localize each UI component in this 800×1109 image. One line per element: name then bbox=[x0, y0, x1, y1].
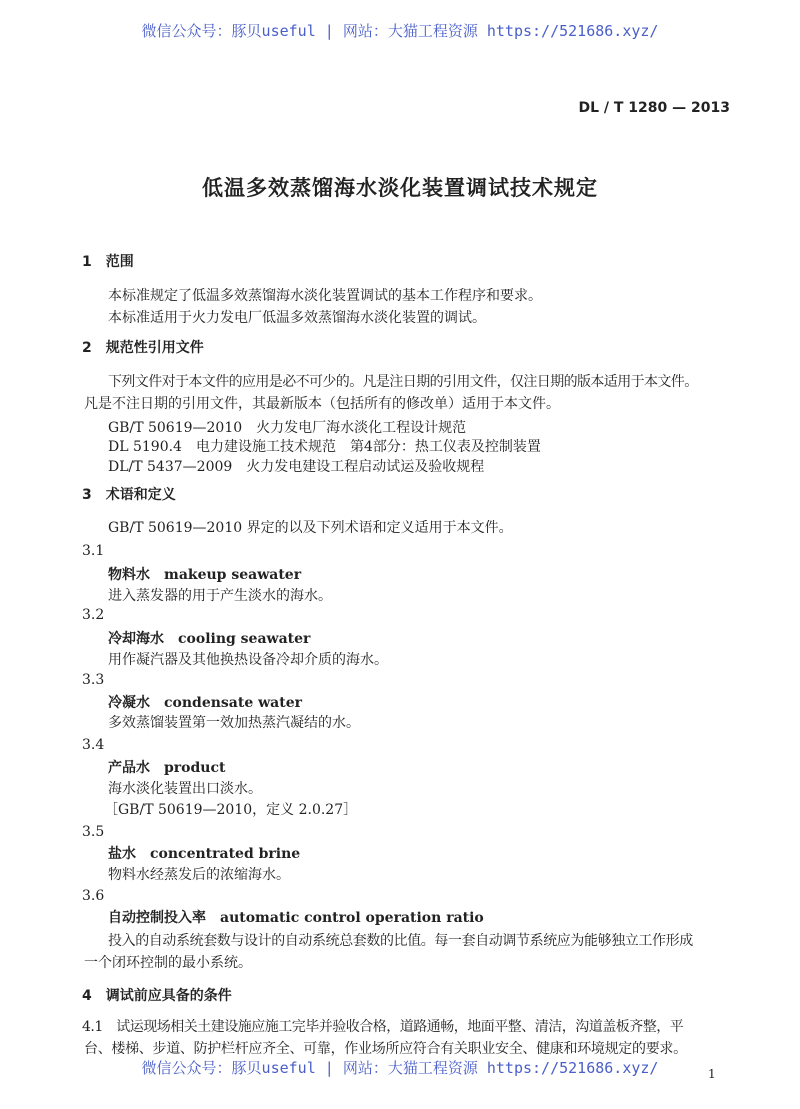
paragraph: GB/T 50619—2010 界定的以及下列术语和定义适用于本文件。 bbox=[108, 520, 513, 536]
clause: 4.1 试运现场相关土建设施应施工完毕并验收合格，道路通畅，地面平整、清洁，沟道盖板齐整，平 bbox=[82, 1019, 684, 1035]
reference-item: DL 5190.4 电力建设施工技术规范 第4部分：热工仪表及控制装置 bbox=[108, 439, 541, 455]
page-title: 低温多效蒸馏海水淡化装置调试技术规定 bbox=[202, 176, 598, 200]
term-definition: 进入蒸发器的用于产生淡水的海水。 bbox=[108, 588, 332, 604]
term-number: 3.2 bbox=[82, 607, 105, 623]
term-number: 3.5 bbox=[82, 824, 105, 840]
term-definition: 投入的自动系统套数与设计的自动系统总套数的比值。每一套自动调节系统应为能够独立工作形成 bbox=[108, 933, 693, 949]
term-definition: 海水淡化装置出口淡水。 bbox=[108, 781, 262, 797]
term-number: 3.1 bbox=[82, 543, 105, 559]
term-number: 3.3 bbox=[82, 672, 105, 688]
paragraph: 下列文件对于本文件的应用是必不可少的。凡是注日期的引用文件，仅注日期的版本适用于本文件。 bbox=[108, 374, 698, 390]
reference-item: DL/T 5437—2009 火力发电建设工程启动试运及验收规程 bbox=[108, 459, 485, 475]
term-title: 冷却海水 cooling seawater bbox=[108, 631, 311, 647]
term-definition: 用作凝汽器及其他换热设备冷却介质的海水。 bbox=[108, 652, 388, 668]
paragraph: 本标准规定了低温多效蒸馏海水淡化装置调试的基本工作程序和要求。 bbox=[108, 288, 542, 304]
paragraph: 凡是不注日期的引用文件，其最新版本（包括所有的修改单）适用于本文件。 bbox=[84, 396, 560, 412]
reference-item: GB/T 50619—2010 火力发电厂海水淡化工程设计规范 bbox=[108, 420, 467, 436]
term-title: 物料水 makeup seawater bbox=[108, 567, 302, 583]
section-4-heading: 4 调试前应具备的条件 bbox=[82, 988, 232, 1004]
term-title: 自动控制投入率 automatic control operation ratio bbox=[108, 910, 484, 926]
clause: 台、楼梯、步道、防护栏杆应齐全、可靠，作业场所应符合有关职业安全、健康和环境规定的要求。 bbox=[84, 1041, 687, 1057]
paragraph: 本标准适用于火力发电厂低温多效蒸馏海水淡化装置的调试。 bbox=[108, 310, 486, 326]
term-title: 盐水 concentrated brine bbox=[108, 846, 301, 862]
term-definition: 物料水经蒸发后的浓缩海水。 bbox=[108, 867, 290, 883]
term-source-note: ［GB/T 50619—2010，定义 2.0.27］ bbox=[104, 802, 358, 818]
watermark-bottom: 微信公众号：豚贝useful | 网站：大猫工程资源 https://521686.xyz/ bbox=[141, 1059, 659, 1077]
term-definition: 多效蒸馏装置第一效加热蒸汽凝结的水。 bbox=[108, 715, 360, 731]
term-title: 冷凝水 condensate water bbox=[108, 695, 302, 711]
term-definition: 一个闭环控制的最小系统。 bbox=[84, 955, 252, 971]
section-1-heading: 1 范围 bbox=[82, 254, 134, 270]
section-2-heading: 2 规范性引用文件 bbox=[82, 340, 204, 356]
page-number: 1 bbox=[708, 1067, 716, 1081]
term-title: 产品水 product bbox=[108, 760, 226, 776]
watermark-top: 微信公众号：豚贝useful | 网站：大猫工程资源 https://521686.xyz/ bbox=[141, 22, 659, 40]
term-number: 3.6 bbox=[82, 888, 105, 904]
section-3-heading: 3 术语和定义 bbox=[82, 487, 176, 503]
term-number: 3.4 bbox=[82, 737, 105, 753]
standard-code: DL / T 1280 — 2013 bbox=[578, 100, 730, 116]
